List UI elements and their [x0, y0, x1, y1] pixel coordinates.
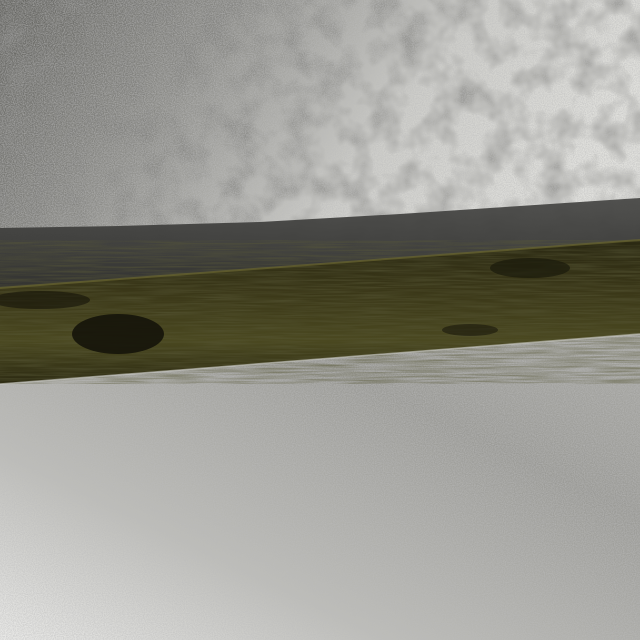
plank-stain — [442, 324, 498, 336]
plank-knot — [490, 258, 570, 278]
plank-knot — [72, 314, 164, 354]
